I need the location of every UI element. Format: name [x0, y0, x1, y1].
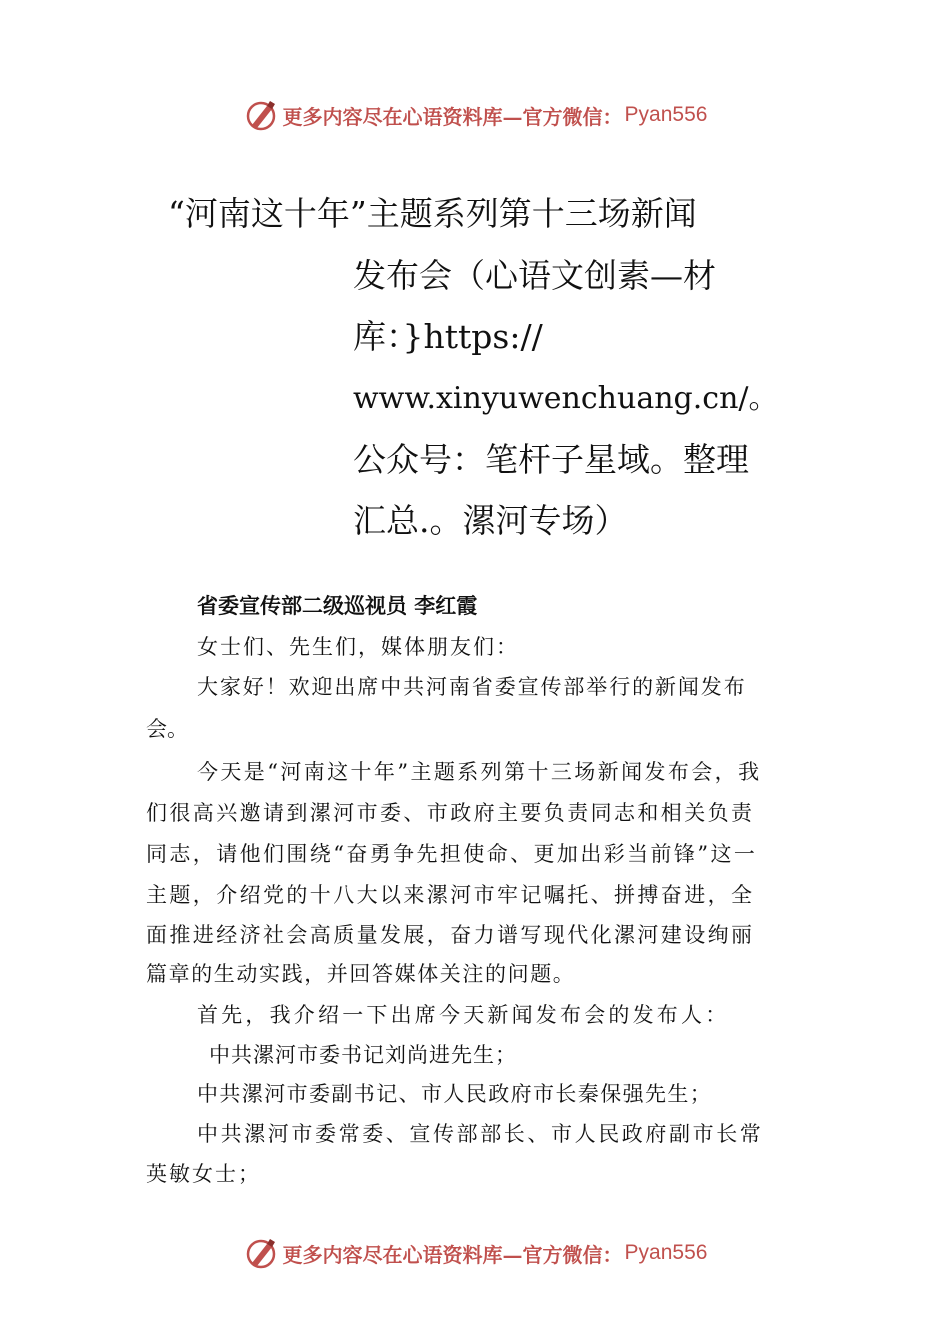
- body-line: 们很高兴邀请到漯河市委、市政府主要负责同志和相关负责: [146, 801, 755, 825]
- title-line: 库：}https://: [353, 317, 543, 356]
- body-line: 中共漯河市委常委、宣传部部长、市人民政府副市长常: [197, 1122, 764, 1146]
- body-line: 女士们、先生们，媒体朋友们：: [197, 635, 519, 659]
- watermark-wechat-id: Pyan556: [624, 103, 708, 126]
- body-line: 中共漯河市委副书记、市人民政府市长秦保强先生；: [197, 1082, 713, 1106]
- body-line: 面推进经济社会高质量发展，奋力谱写现代化漯河建设绚丽: [146, 923, 755, 947]
- speaker-heading: 省委宣传部二级巡视员 李红霞: [197, 594, 478, 618]
- title-line: 汇总.。漯河专场）: [353, 501, 628, 540]
- title-line: www.xinyuwenchuang.cn/。: [353, 381, 779, 416]
- watermark-wechat-id: Pyan556: [624, 1241, 708, 1264]
- title-line: “河南这十年”主题系列第十三场新闻: [168, 194, 697, 233]
- body-line: 今天是“河南这十年”主题系列第十三场新闻发布会，我: [197, 760, 762, 784]
- body-line: 首先，我介绍一下出席今天新闻发布会的发布人：: [197, 1003, 730, 1027]
- watermark-text: 更多内容尽在心语资料库—官方微信：: [282, 1242, 623, 1267]
- body-line: 大家好！欢迎出席中共河南省委宣传部举行的新闻发布: [197, 675, 747, 699]
- pen-logo-icon: [243, 97, 279, 133]
- body-line: 中共漯河市委书记刘尚进先生；: [209, 1043, 517, 1067]
- body-line: 主题，介绍党的十八大以来漯河市牢记嘱托、拼搏奋进，全: [146, 883, 755, 907]
- watermark-text: 更多内容尽在心语资料库—官方微信：: [282, 104, 623, 129]
- footer-watermark: [0, 1233, 950, 1273]
- body-line: 篇章的生动实践，并回答媒体关注的问题。: [146, 962, 576, 986]
- title-line: 公众号：笔杆子星域。整理: [353, 440, 749, 479]
- title-line: 发布会（心语文创素—材: [353, 256, 716, 295]
- body-line: 英敏女士；: [146, 1162, 261, 1186]
- pen-logo-icon: [243, 1235, 279, 1271]
- body-line: 会。: [146, 717, 188, 741]
- body-line: 同志，请他们围绕“奋勇争先担使命、更加出彩当前锋”这一: [146, 842, 758, 866]
- header-watermark: [0, 95, 950, 135]
